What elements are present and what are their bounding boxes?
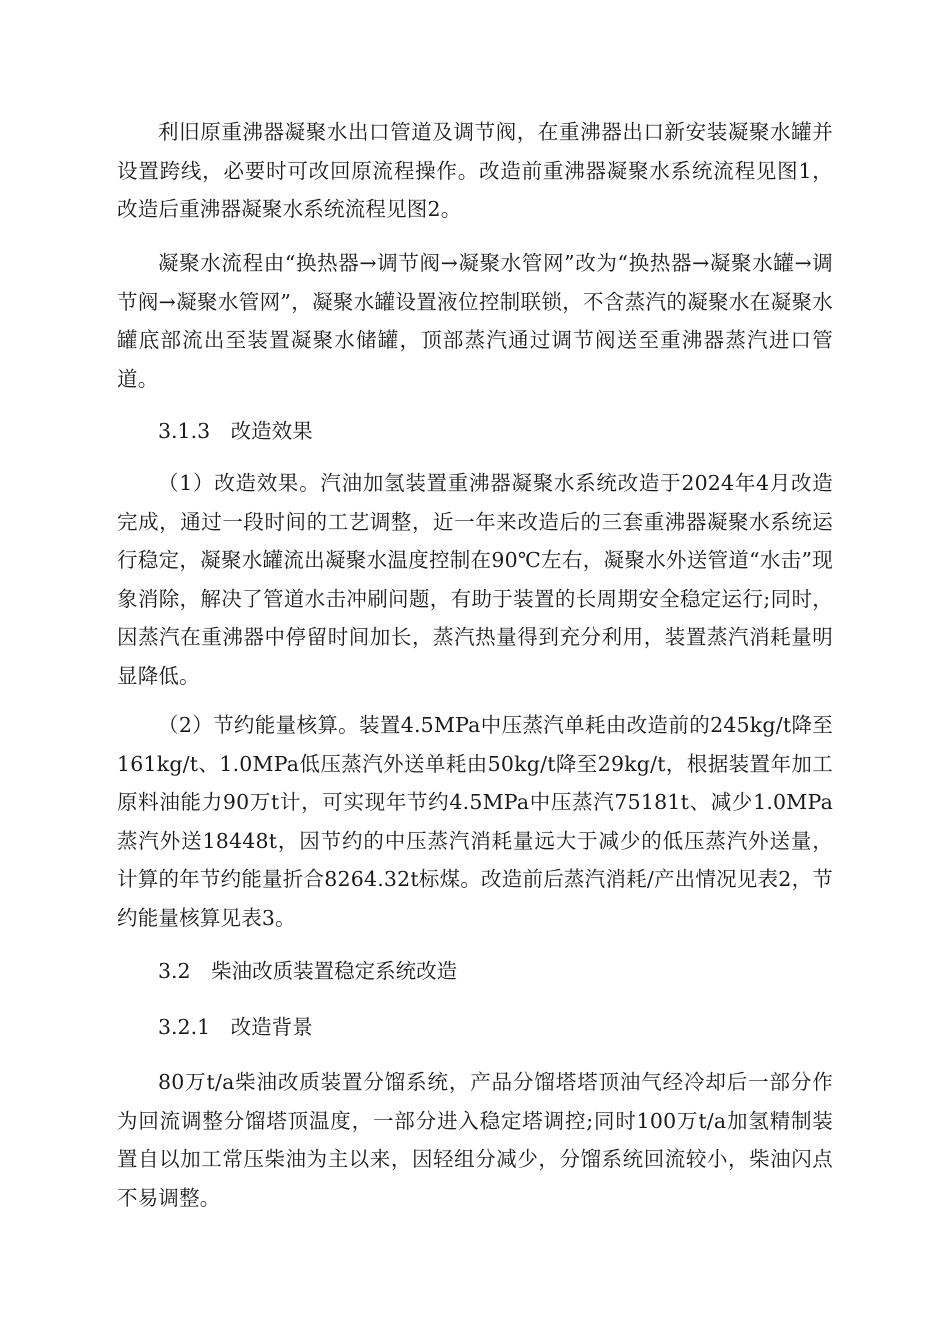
paragraph-condensate-flow-change: 凝聚水流程由“换热器→调节阀→凝聚水管网”改为“换热器→凝聚水罐→调节阀→凝聚水管网”，凝聚水罐设置液位控制联锁，不含蒸汽的凝聚水在凝聚水罐底部流出至装置凝聚水储罐，顶部蒸汽通过调节阀送至重沸器蒸汽进口管道。 [117, 251, 833, 391]
section-heading-3-2-1: 3.2.1 改造背景 [158, 1015, 313, 1039]
paragraph-retrofit-effect: （1）改造效果。汽油加氢装置重沸器凝聚水系统改造于2024年4月改造完成，通过一段时间的工艺调整，近一年来改造后的三套重沸器凝聚水系统运行稳定，凝聚水罐流出凝聚水温度控制在90℃左右，凝聚水外送管道“水击”现象消除，解决了管道水击冲刷问题，有助于装置的长周期安全稳定运行;同时，因蒸汽在重沸器中停留时间加长，蒸汽热量得到充分利用，装置蒸汽消耗量明显降低。 [117, 471, 833, 688]
paragraph-energy-saving-calc: （2）节约能量核算。装置4.5MPa中压蒸汽单耗由改造前的245kg/t降至161kg/t、1.0MPa低压蒸汽外送单耗由50kg/t降至29kg/t，根据装置年加工原料油能力90万t计，可实现年节约4.5MPa中压蒸汽75181t、减少1.0MPa蒸汽外送18448t，因节约的中压蒸汽消耗量远大于减少的低压蒸汽外送量，计算的年节约能量折合8264.32t标煤。改造前后蒸汽消耗/产出情况见表2，节约能量核算见表3。 [117, 713, 833, 930]
paragraph-condensate-tank-install: 利旧原重沸器凝聚水出口管道及调节阀，在重沸器出口新安装凝聚水罐并设置跨线，必要时可改回原流程操作。改造前重沸器凝聚水系统流程见图1，改造后重沸器凝聚水系统流程见图2。 [117, 120, 833, 221]
section-heading-3-2: 3.2 柴油改质装置稳定系统改造 [158, 959, 458, 983]
paragraph-diesel-background: 80万t/a柴油改质装置分馏系统，产品分馏塔塔顶油气经冷却后一部分作为回流调整分馏塔顶温度，一部分进入稳定塔调控;同时100万t/a加氢精制装置自以加工常压柴油为主以来，因轻组分减少，分馏系统回流较小，柴油闪点不易调整。 [117, 1070, 833, 1210]
section-heading-3-1-3: 3.1.3 改造效果 [158, 419, 313, 443]
